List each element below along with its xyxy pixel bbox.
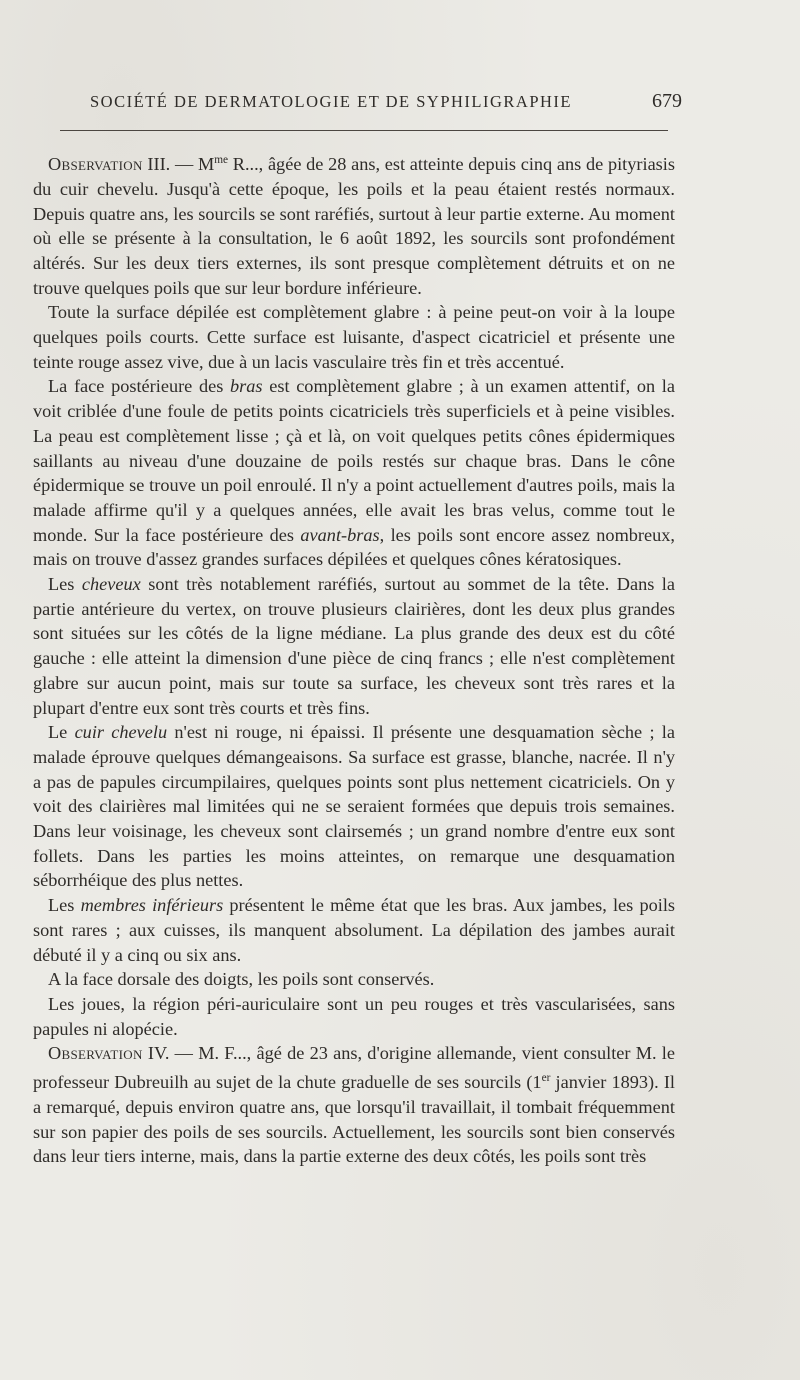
- superscript-text: me: [214, 154, 229, 166]
- text-run: sont très notablement raréfiés, surtout au sommet de la tête. Dans la partie antérieure du vertex, on trouve plusieurs clairières, dont les deux plus grandes sont situées sur les côtés de la ligne médiane. La plus grande des deux est du côté gauche : elle atteint la dimension d'une pièce de cinq francs ; elle n'est complètement glabre sur aucun point, mais sur toute sa surface, les cheveux sont très rares et la plupart d'entre eux sont très courts et très fins.: [33, 574, 676, 718]
- text-run: R..., âgée de 28 ans, est atteinte depuis cinq ans de pityriasis du cuir chevelu. Jusqu'à cette époque, les poils et la peau étaient restés normaux. Depuis quatre ans, les sourcils se sont raréfiés, surtout à leur partie externe. Au moment où elle se présente à la consultation, le 6 août 1892, les sourcils sont profondément altérés. Sur les deux tiers externes, ils sont presque complètement détruits et on ne trouve quelques poils que sur leur bordure inférieure.: [33, 154, 675, 298]
- text-run: n'est ni rouge, ni épaissi. Il présente une desquamation sèche ; la malade éprouve quelques démangeaisons. Sa surface est grasse, blanche, nacrée. Il n'y a pas de papules circumpilaires, quelques points sont plus nettement cicatriciels. On y voit des clairières mal limitées qui ne se seraient formées que depuis trois semaines. Dans leur voisinage, les cheveux sont clairsemés ; un grand nombre d'entre eux sont follets. Dans les parties les moins atteintes, on remarque une desquamation séborrhéique des plus nettes.: [33, 722, 675, 891]
- italic-term: bras: [230, 376, 263, 397]
- small-caps-heading: Observation: [48, 1043, 143, 1064]
- italic-term: membres inférieurs: [80, 895, 224, 916]
- body-text: [33, 148, 675, 1169]
- text-run: janvier 1893). Il a remarqué, depuis environ quatre ans, que lorsqu'il travaillait, il tombait fréquemment sur son papier des poils de ses sourcils. Actuellement, les sourcils sont bien conservés dans leur tiers interne, mais, dans la partie externe des deux côtés, les poils sont très: [33, 1072, 675, 1167]
- paragraph: [33, 967, 675, 992]
- text-run: Le: [48, 722, 75, 743]
- running-header: [90, 92, 682, 116]
- paragraph: [33, 148, 675, 300]
- text-run: présentent le même état que les bras. Aux jambes, les poils sont rares ; aux cuisses, ils manquent absolument. La dépilation des jambes aurait débuté il y a cinq ou six ans.: [33, 895, 676, 965]
- paragraph: [33, 992, 675, 1041]
- paragraph: [33, 300, 675, 374]
- text-run: Toute la surface dépilée est complètement glabre : à peine peut-on voir à la loupe quelques poils courts. Cette surface est luisante, d'aspect cicatriciel et présente une teinte rouge assez vive, due à un lacis vasculaire très fin et très accentué.: [33, 302, 675, 372]
- text-run: Les: [48, 895, 81, 916]
- paragraph: [33, 374, 675, 572]
- paragraph: [33, 1041, 675, 1169]
- text-run: Les joues, la région péri-auriculaire sont un peu rouges et très vascularisées, sans papules ni alopécie.: [33, 994, 675, 1039]
- running-title: SOCIÉTÉ DE DERMATOLOGIE ET DE SYPHILIGRAPHIE: [90, 92, 572, 111]
- text-run: La face postérieure des: [48, 376, 231, 397]
- paragraph: [33, 893, 675, 967]
- text-run: est complètement glabre ; à un examen attentif, on la voit criblée d'une foule de petits points cicatriciels très superficiels et à peine visibles. La peau est complètement lisse ; çà et là, on voit quelques petits cônes épidermiques saillants au niveau d'une douzaine de poils restés sur chaque bras. Dans le cône épidermique se trouve un poil enroulé. Il n'y a point actuellement d'autres poils, mais la malade affirme qu'il y a quelques années, elle avait les bras velus, comme tout le monde. Sur la face postérieure des: [33, 376, 675, 545]
- paragraph: [33, 720, 675, 893]
- small-caps-heading: Observation: [48, 154, 143, 175]
- page-number: 679: [652, 90, 682, 112]
- superscript-text: er: [541, 1072, 551, 1085]
- header-rule: [60, 130, 668, 131]
- text-run: III. — M: [142, 154, 215, 175]
- italic-term: cuir chevelu: [74, 722, 168, 743]
- text-run: IV. — M. F..., âgé de 23 ans, d'origine allemande, vient consulter M. le professeur Dubreuilh au sujet de la chute graduelle de ses sourcils (1: [33, 1043, 675, 1093]
- text-run: , les poils sont encore assez nombreux, mais on trouve d'assez grandes surfaces dépilées et quelques cônes kératosiques.: [33, 524, 675, 570]
- text-run: A la face dorsale des doigts, les poils sont conservés.: [48, 969, 435, 990]
- text-run: Les: [48, 574, 82, 595]
- italic-term: cheveux: [81, 574, 141, 595]
- italic-term: avant-bras: [300, 524, 380, 545]
- paragraph: [33, 572, 675, 720]
